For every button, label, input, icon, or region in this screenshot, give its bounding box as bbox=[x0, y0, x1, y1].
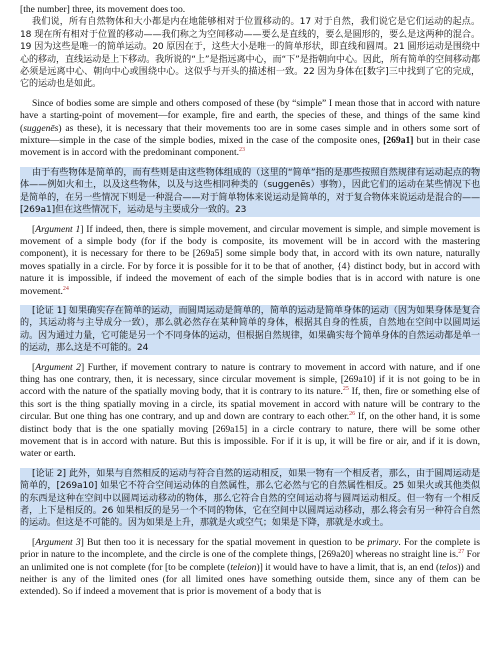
bekker-reference[interactable]: [269a10] bbox=[340, 373, 376, 385]
text-run: some simple body that, in accord with its own nature, naturally moves spatially in a circle. For by force it is possible for it to be that of another, bbox=[20, 248, 480, 272]
greek-term: telos bbox=[439, 561, 458, 573]
argument-tag: Argument 3 bbox=[35, 536, 81, 548]
paragraph-zh-7: [论证 2] 此外，如果与自然相反的运动与符合自然的运动相反，如果一物有一个相反者，那么，由于圆周运动是简单的，[269a10] 如果它不符合空间运动体的自然属性，那么它必然与它的自然属性相反。25 如果火或其他类似的东西是这种在空间中以圆周运动移动的物体，那么它符合自然的空间运动将与圆周运动相反。但一物有一个相反者，上下是相反的。26 如果相反的是另一个不同的物体，它在空间中以圆周运动移动，那么将会有另一种符合自然的运动。但这是不可能的。因为如果是上升，那就是火或空气；如果是下降，那就是水或土。 bbox=[20, 468, 480, 529]
text-run: distinct body, but in accord with nature it is impossible, if indeed the movement of each of the simple bodies that is in accord with nature is one movement. bbox=[20, 260, 480, 297]
text-run: If indeed, then, there is simple movement, and circular movement is simple, and simple movement is movement of a simple body (for if the body is composite, its movement will be in accord with the mastering component), it is necessary for there to be bbox=[20, 223, 480, 260]
text-run: whereas no straight line is. bbox=[353, 549, 459, 561]
paragraph-en-6: [Argument 2] Further, if movement contrary to nature is contrary to movement in accord with nature, and if one thing has one contrary, then, it is necessary, since circular movement is simple, [269a10] if it is not going to be in accord with the nature of the spatially moving body, that it is contrary to its nature.$^{25}$ If, then, fire or something else of this sort is the thing spatially moving in a circle, its spatial movement in accord with nature will be contrary to the circular. But one thing has one contrary, and up and down are contrary to each other.$^{26}$ If, on the other hand, it is some distinct body that is the one spatially moving [269a15] in a circle contrary to nature, there will be some other movement that is in accord with nature. But this is impossible. For if it is up, it will be fire or air, and if it is down, water or earth. bbox=[20, 361, 481, 460]
text-run: ) as these), it is necessary that their movements too are in some cases simple and in others some sort of mixture—simple in the case of the simple bodies, mixed in the case of the composite ones, bbox=[20, 122, 480, 147]
bekker-reference[interactable]: [269a1] bbox=[383, 135, 414, 147]
text-run: in a circle contrary to nature, there will be some other movement that is in accord with nature. But this is impossible. For if it is up, it will be fire or air, and if it is down, water or earth. bbox=[20, 423, 480, 460]
emphasis: primary bbox=[367, 536, 399, 548]
bekker-reference[interactable]: [269a1] bbox=[20, 205, 56, 216]
footnote-marker[interactable]: 23 bbox=[239, 147, 246, 154]
footnote-marker[interactable]: 26 bbox=[349, 411, 356, 417]
bekker-reference[interactable]: [269a20] bbox=[318, 549, 354, 561]
lead-line: [the number] three, its movement does too. bbox=[20, 4, 186, 15]
text-run: Further, if movement contrary to nature is contrary to movement in accord with nature, and if one thing has one contrary, then, it is necessary, since circular movement is simple, bbox=[20, 361, 480, 385]
text-run: If, on the other hand, it is some distinct body that is the one spatially moving bbox=[20, 411, 481, 435]
footnote-marker[interactable]: 25 bbox=[342, 386, 349, 393]
paragraph-en-8: [Argument 3] But then too it is necessary for the spatial movement in question to be primary. For the complete is prior in nature to the incomplete, and the circle is one of the complete things, [269a20] whereas no straight line is.$^{27}$ For an unlimited one is not complete (for [to be complete (teleion)] it would have to have a limit, that is, an end (telos)) and neither is any of the limited ones (for all limited ones have something outside them, since any of them can be extended). So if indeed a movement that is prior is movement of a body that is bbox=[20, 536, 480, 598]
bekker-reference[interactable]: [269a15] bbox=[212, 423, 248, 435]
text-run: )) and neither is any of the limited ones (for all limited ones have something outside them, since any of them can be extended). So if indeed a movement that is prior is movement of a body that is bbox=[20, 561, 480, 598]
paragraph-en-2 bbox=[20, 98, 480, 160]
text-run: )] it would have to have a limit, that is, an end ( bbox=[256, 561, 440, 573]
paragraph-en-4: [Argument 1] If indeed, then, there is simple movement, and circular movement is simple, and simple movement is movement of a simple body (for if the body is composite, its movement will be in accord with the mastering component), it is necessary for there to be [269a5] some simple body that, in accord with its own nature, naturally moves spatially in a circle. For by force it is possible for it to be that of another, {4} distinct body, but in accord with nature it is impossible, if indeed the movement of each of the simple bodies that is in accord with nature is one movement.$^{24}$ bbox=[20, 223, 480, 297]
paragraph-zh-5: [论证 1] 如果确实存在简单的运动，而圆周运动是简单的，简单的运动是简单身体的运动（因为如果身体是复合的，其运动将与主导成分一致），那么就必然存在某种简单的身体，根据其自身的性质，自然地在空间中以圆周运动。因为通过力量，它可能是另一个不同身体的运动，但根据自然规律，如果确实每个简单身体的自然运动都是单一的运动，那么这是不可能的。24 bbox=[20, 305, 480, 354]
greek-term: suggenēs bbox=[23, 122, 59, 134]
paragraph-zh-1: 我们说，所有自然物体和大小都是内在地能够相对于位置移动的。17 对于自然，我们说它是它们运动的起点。18 现在所有相对于位置的移动——我们称之为空间移动——要么是直线的，要么是圆形的，要么是这两种的混合。19 因为这些是唯一的简单运动。20 原因在于，这些大小是唯一的简单形状，即直线和圆周。21 圆形运动是围绕中心的移动，直线运动是上下移动。我所说的“上”是指远离中心，而“下”是指朝向中心。因此，所有简单的空间移动都必须是远离中心、朝向中心或围绕中心。这似乎与开头的描述相一致。22 因为身体在[数字]三中找到了它的完成，它的运动也是如此。 bbox=[20, 17, 480, 90]
text-run: If, then, fire or something else of this sort is the thing spatially moving in a circle, its spatial movement in accord with nature will be contrary to the circular. But one thing has one contrary, and up and down are contrary to each other. bbox=[20, 386, 480, 423]
text-run: . For the complete is prior in nature to the incomplete, and the circle is one of the complete things, bbox=[20, 536, 480, 561]
bekker-reference[interactable]: [269a5] bbox=[192, 248, 223, 260]
text-run: But then too it is necessary for the spatial movement in question to be bbox=[83, 536, 368, 548]
text-run: 由于有些物体是简单的，而有些则是由这些物体组成的（这里的“简单”指的是那些按照自然规律有运动起点的物体——例如火和土，以及这些物体，以及与这些相同种类的（suggenēs）事物），因此它们的运动在某些情况下也是简单的，在另一些情况下则是一种混合——对于简单物体来说运动是简单的，对于复合物体来说运动是混合的—— bbox=[20, 167, 480, 203]
paragraph-zh-3 bbox=[20, 167, 480, 217]
argument-tag: Argument 1 bbox=[35, 223, 81, 235]
footnote-marker[interactable]: 27 bbox=[458, 549, 465, 556]
footnote-marker[interactable]: 24 bbox=[62, 285, 69, 292]
text-run: Since of bodies some are simple and others composed of these (by “simple” I mean those that in accord with nature have a starting-point of movement—for example, fire and earth, the species of these, and things of the same kind ( bbox=[20, 97, 480, 134]
argument-tag: Argument 2 bbox=[35, 361, 81, 373]
page-reference: {4} bbox=[337, 260, 352, 272]
text-run: 但在这些情况下，运动是与主要成分一致的。23 bbox=[55, 205, 247, 216]
greek-term: teleion bbox=[230, 561, 257, 573]
text-run: but in their case movement is in accord with the predominant component. bbox=[20, 135, 481, 159]
text-run: For an unlimited one is not complete (for [to be complete ( bbox=[20, 549, 480, 573]
text-run: if it is not going to be in accord with the nature of the spatially moving body, that it is contrary to its nature. bbox=[20, 373, 481, 398]
